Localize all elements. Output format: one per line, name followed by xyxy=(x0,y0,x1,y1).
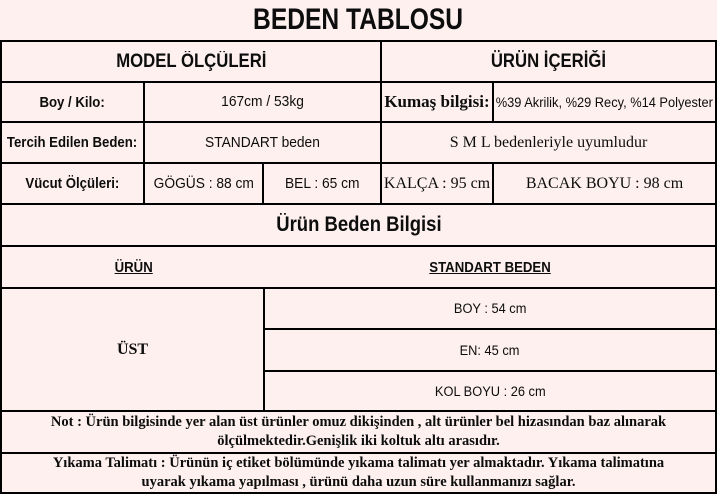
body-measurements-label: Vücut Ölçüleri: xyxy=(2,164,145,203)
height-weight-row xyxy=(2,83,715,123)
measurement-rows xyxy=(265,289,715,410)
hip-measurement: KALÇA : 95 cm xyxy=(382,164,494,203)
waist-measurement: BEL : 65 cm xyxy=(264,164,382,203)
washing-instructions-text: Yıkama Talimatı : Ürünün iç etiket bölümünde yıkama talimatı yer almaktadır. Yıkama talimatına uyarak yıkama yapılması , ürünü daha uzun süre kullanmanızı sağlar. xyxy=(52,455,665,490)
model-measurements-header xyxy=(2,42,382,81)
leg-length-measurement: BACAK BOYU : 98 cm xyxy=(525,174,684,192)
sleeve-row xyxy=(265,372,715,410)
page-title-text: BEDEN TABLOSU xyxy=(253,3,464,36)
product-content-header xyxy=(382,42,715,81)
preferred-size-row xyxy=(2,123,715,164)
product-size-info-title-row xyxy=(2,205,715,247)
product-measurements-group xyxy=(2,289,715,412)
height-weight-label: Boy / Kilo: xyxy=(2,83,145,121)
preferred-size-label: Tercih Edilen Beden: xyxy=(2,123,145,162)
model-measurements-header-text: MODEL ÖLÇÜLERİ xyxy=(115,50,267,72)
product-content-header-text: ÜRÜN İÇERİĞİ xyxy=(490,50,607,72)
length-row xyxy=(265,289,715,330)
washing-instructions-row xyxy=(2,454,715,492)
size-compatibility-value: S M L bedenleriyle uyumludur xyxy=(449,133,648,151)
width-row xyxy=(265,330,715,372)
page-title xyxy=(0,0,717,40)
measurement-note-text: Not : Ürün bilgisinde yer alan üst ürünler omuz dikişinden , alt ürünler bel hizasından baz alınarak ölçülmektedir.Genişlik iki koltuk altı arasıdır. xyxy=(50,414,667,449)
section-header-row xyxy=(2,42,715,83)
size-column-header: STANDART BEDEN xyxy=(429,258,551,276)
fabric-info-value: %39 Akrilik, %29 Recy, %14 Polyester xyxy=(495,94,714,110)
chest-measurement: GÖGÜS : 88 cm xyxy=(145,164,264,203)
size-table-header-row xyxy=(2,247,715,289)
height-weight-value: 167cm / 53kg xyxy=(145,83,382,121)
size-chart-table xyxy=(0,40,717,494)
sleeve-value: KOL BOYU : 26 cm xyxy=(434,383,546,399)
fabric-info-label: Kumaş bilgisi: xyxy=(382,83,494,121)
product-column-header: ÜRÜN xyxy=(114,258,153,276)
product-size-info-title: Ürün Beden Bilgisi xyxy=(275,213,442,236)
length-value: BOY : 54 cm xyxy=(453,301,527,316)
body-measurements-row xyxy=(2,164,715,205)
preferred-size-value: STANDART beden xyxy=(145,123,382,162)
width-value: EN: 45 cm xyxy=(460,342,520,358)
measurement-note-row xyxy=(2,412,715,454)
product-name-cell: ÜST xyxy=(2,289,265,410)
